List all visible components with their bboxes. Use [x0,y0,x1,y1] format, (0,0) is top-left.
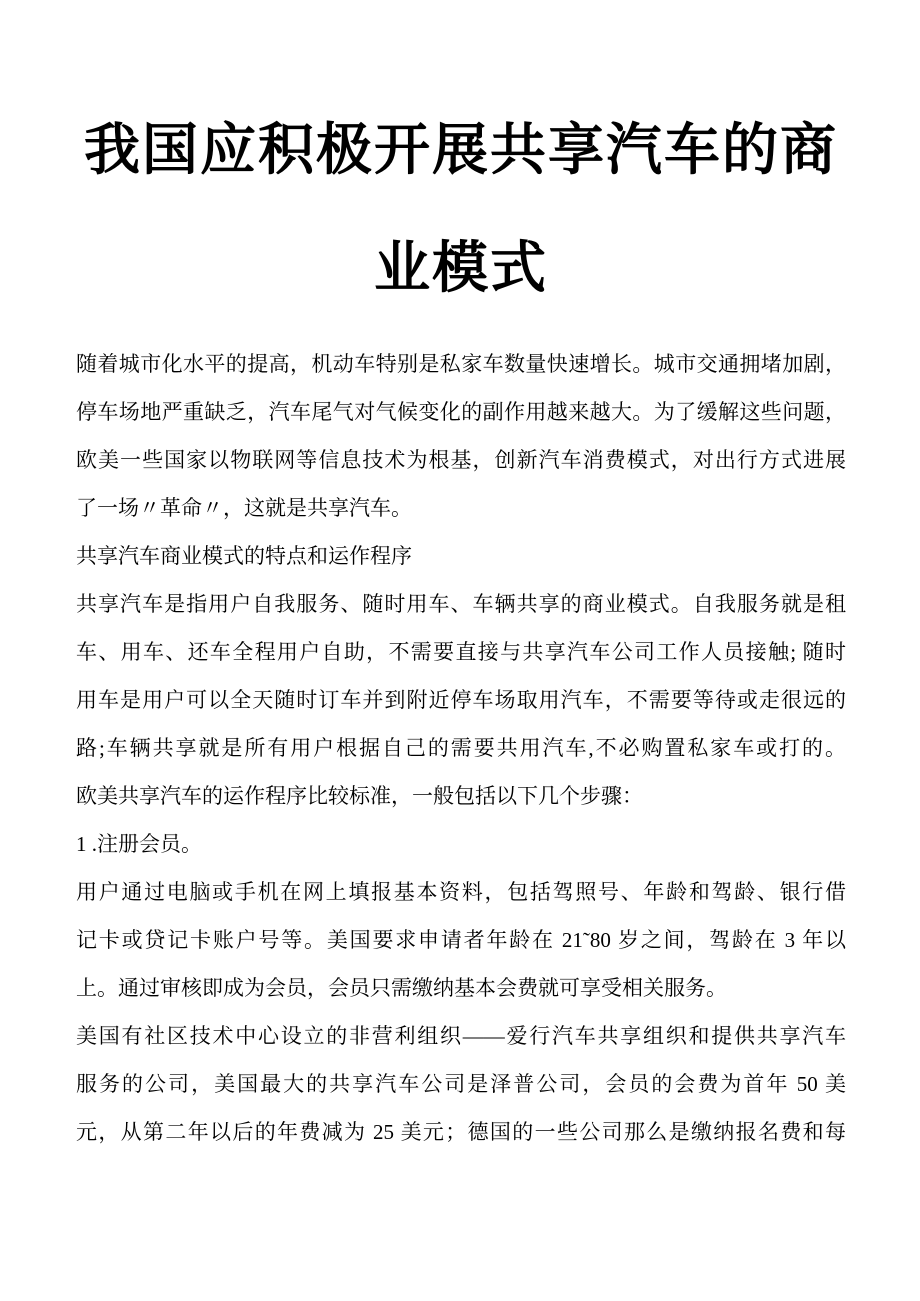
text-line: 用车是用户可以全天随时订车并到附近停车场取用汽车，不需要等待或走很远的 [76,688,846,712]
title-line-2: 业模式 [374,238,548,300]
section-heading: 共享汽车商业模式的特点和运作程序 [76,544,412,568]
text-line: 车、用车、还车全程用户自助，不需要直接与共享汽车公司工作人员接触; 随时 [76,640,846,664]
text-line: 记卡或贷记卡账户号等。美国要求申请者年龄在 21˜80 岁之间，驾龄在 3 年以 [76,928,846,952]
title-line-1: 我国应积极开展共享汽车的商 [84,120,838,182]
text-line: 随着城市化水平的提高，机动车特别是私家车数量快速增长。城市交通拥堵加剧， [76,352,846,376]
text-line: 元，从第二年以后的年费减为 25 美元；德国的一些公司那么是缴纳报名费和每 [76,1120,846,1144]
text-line: 共享汽车是指用户自我服务、随时用车、车辆共享的商业模式。自我服务就是租 [76,592,846,616]
document-body [76,340,846,1156]
text-line: 服务的公司，美国最大的共享汽车公司是泽普公司，会员的会费为首年 50 美 [76,1072,846,1096]
text-line: 欧美一些国家以物联网等信息技术为根基，创新汽车消费模式，对出行方式进展 [76,448,846,472]
document-title [76,92,846,328]
text-line: 了一场〃革命〃，这就是共享汽车。 [76,496,412,520]
text-line: 欧美共享汽车的运作程序比较标准，一般包括以下几个步骤： [76,784,643,808]
text-line: 上。通过审核即成为会员，会员只需缴纳基本会费就可享受相关服务。 [76,976,727,1000]
text-line: 路;车辆共享就是所有用户根据自己的需要共用汽车,不必购置私家车或打的。 [76,736,846,760]
text-line: 美国有社区技术中心设立的非营利组织——爱行汽车共享组织和提供共享汽车 [76,1024,846,1048]
list-item-number: 1 .注册会员。 [76,832,202,856]
text-line: 用户通过电脑或手机在网上填报基本资料，包括驾照号、年龄和驾龄、银行借 [76,880,846,904]
text-line: 停车场地严重缺乏，汽车尾气对气候变化的副作用越来越大。为了缓解这些问题， [76,400,846,424]
